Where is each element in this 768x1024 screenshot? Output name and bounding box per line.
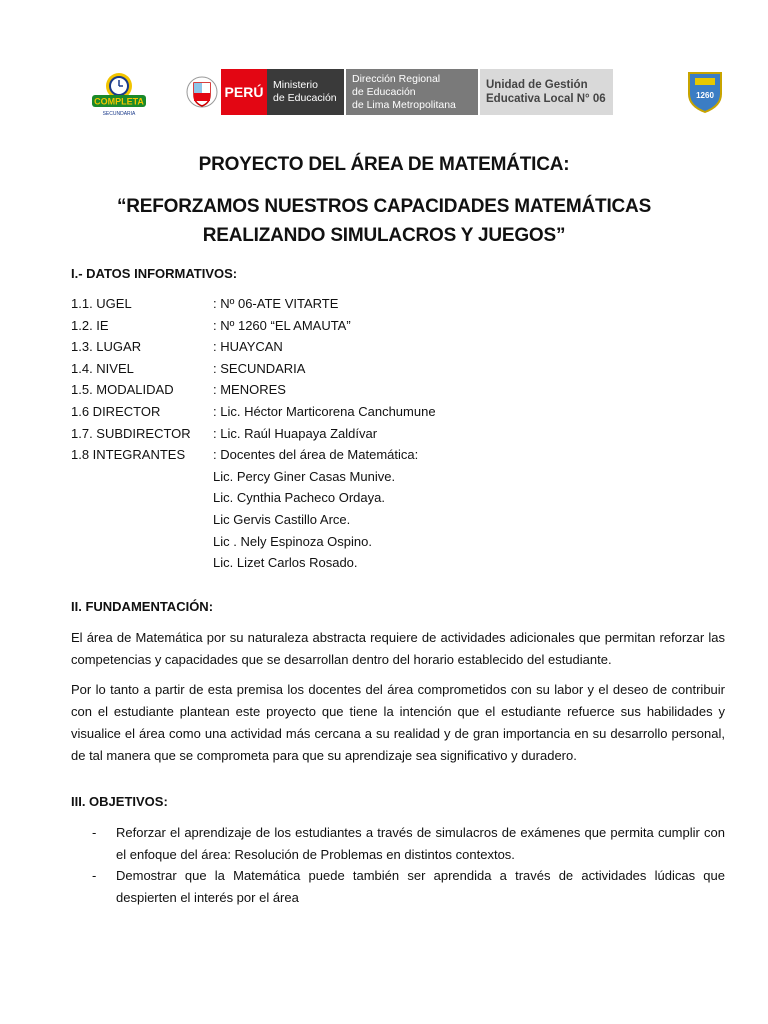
datos-value: Lic . Nely Espinoza Ospino. bbox=[213, 533, 372, 549]
objetivo-item bbox=[92, 822, 725, 866]
ugel-label bbox=[480, 69, 613, 115]
datos-value: : HUAYCAN bbox=[213, 339, 283, 355]
dre-line2: de Educación bbox=[352, 85, 416, 98]
datos-value: Lic Gervis Castillo Arce. bbox=[213, 512, 351, 527]
datos-value: Lic. Lizet Carlos Rosado. bbox=[213, 555, 358, 571]
datos-key: 1.7. SUBDIRECTOR bbox=[71, 425, 191, 441]
national-shield-icon bbox=[183, 69, 221, 115]
datos-key: 1.4. NIVEL bbox=[71, 360, 134, 376]
datos-key: 1.3. LUGAR bbox=[71, 339, 142, 355]
ugel-line2: Educativa Local N° 06 bbox=[486, 93, 606, 105]
fundamentacion-paragraph-1: El área de Matemática por su naturaleza abstracta requiere de actividades adicionales que permitan reforzar las competencias y capacidades que se desarrollan dentro del horario establecido del estudiante. bbox=[71, 630, 725, 667]
objetivo-text: Demostrar que la Matemática puede también ser aprendida a través de actividades lúdicas que despierten el interés por el área bbox=[116, 868, 725, 905]
datos-value: : MENORES bbox=[213, 382, 286, 398]
bullet-dash: - bbox=[92, 868, 97, 883]
datos-value: : Lic. Héctor Marticorena Canchumune bbox=[213, 404, 436, 419]
dre-label bbox=[346, 69, 478, 115]
bullet-dash: - bbox=[92, 825, 97, 840]
objetivo-item bbox=[92, 865, 725, 909]
datos-value: Lic. Percy Giner Casas Munive. bbox=[213, 468, 396, 484]
objetivo-text: Reforzar el aprendizaje de los estudiantes a través de simulacros de exámenes que permita cumplir con el enfoque del área: Resolución de Problemas en distintos contextos. bbox=[116, 825, 725, 862]
project-subtitle-line1: “REFORZAMOS NUESTROS CAPACIDADES MATEMÁTICAS bbox=[116, 196, 652, 217]
datos-key: 1.1. UGEL bbox=[71, 296, 132, 311]
peru-label: PERÚ bbox=[221, 69, 267, 115]
datos-value: : SECUNDARIA bbox=[213, 360, 306, 376]
datos-key: 1.8 INTEGRANTES bbox=[71, 447, 186, 463]
svg-text:1260: 1260 bbox=[696, 91, 714, 100]
svg-text:SECUNDARIA: SECUNDARIA bbox=[102, 111, 136, 117]
ministerio-label bbox=[267, 69, 344, 115]
fundamentacion-paragraph-2: Por lo tanto a partir de esta premisa los docentes del área comprometidos con su labor y el deseo de contribuir con el estudiante plantean este proyecto que tiene la intención que el estudiante refuerce sus habilidades y visualice el área como una actividad más cercana a su realidad y de gran importancia en su desarrollo personal, de tal manera que se comprometa para que su aprendizaje sea significativo y duradero. bbox=[71, 682, 725, 763]
project-subtitle-line2: REALIZANDO SIMULACROS Y JUEGOS” bbox=[202, 225, 566, 246]
ministerio-line1: Ministerio bbox=[273, 79, 318, 91]
school-crest bbox=[686, 70, 724, 114]
datos-value: : Nº 06-ATE VITARTE bbox=[213, 296, 339, 311]
datos-value: : Lic. Raúl Huapaya Zaldívar bbox=[213, 425, 378, 441]
letterhead bbox=[0, 62, 768, 120]
datos-value: : Docentes del área de Matemática: bbox=[213, 447, 419, 463]
datos-key: 1.5. MODALIDAD bbox=[71, 382, 174, 398]
section-heading-objetivos: III. OBJETIVOS: bbox=[71, 794, 168, 809]
school-logo bbox=[88, 68, 150, 118]
section-heading-datos: I.- DATOS INFORMATIVOS: bbox=[71, 266, 238, 281]
datos-key: 1.6 DIRECTOR bbox=[71, 404, 161, 419]
datos-value: Lic. Cynthia Pacheco Ordaya. bbox=[213, 490, 385, 506]
dre-line1: Dirección Regional bbox=[352, 72, 441, 85]
dre-line3: de Lima Metropolitana bbox=[352, 98, 456, 111]
datos-value: : Nº 1260 “EL AMAUTA” bbox=[213, 317, 351, 333]
ministerio-line2: de Educación bbox=[273, 92, 337, 104]
datos-key: 1.2. IE bbox=[71, 317, 109, 333]
project-title: PROYECTO DEL ÁREA DE MATEMÁTICA: bbox=[198, 154, 570, 175]
svg-text:COMPLETA: COMPLETA bbox=[94, 96, 144, 107]
ugel-line1: Unidad de Gestión bbox=[486, 79, 588, 91]
government-banner bbox=[183, 69, 613, 115]
section-heading-fundamentacion: II. FUNDAMENTACIÓN: bbox=[71, 599, 214, 614]
